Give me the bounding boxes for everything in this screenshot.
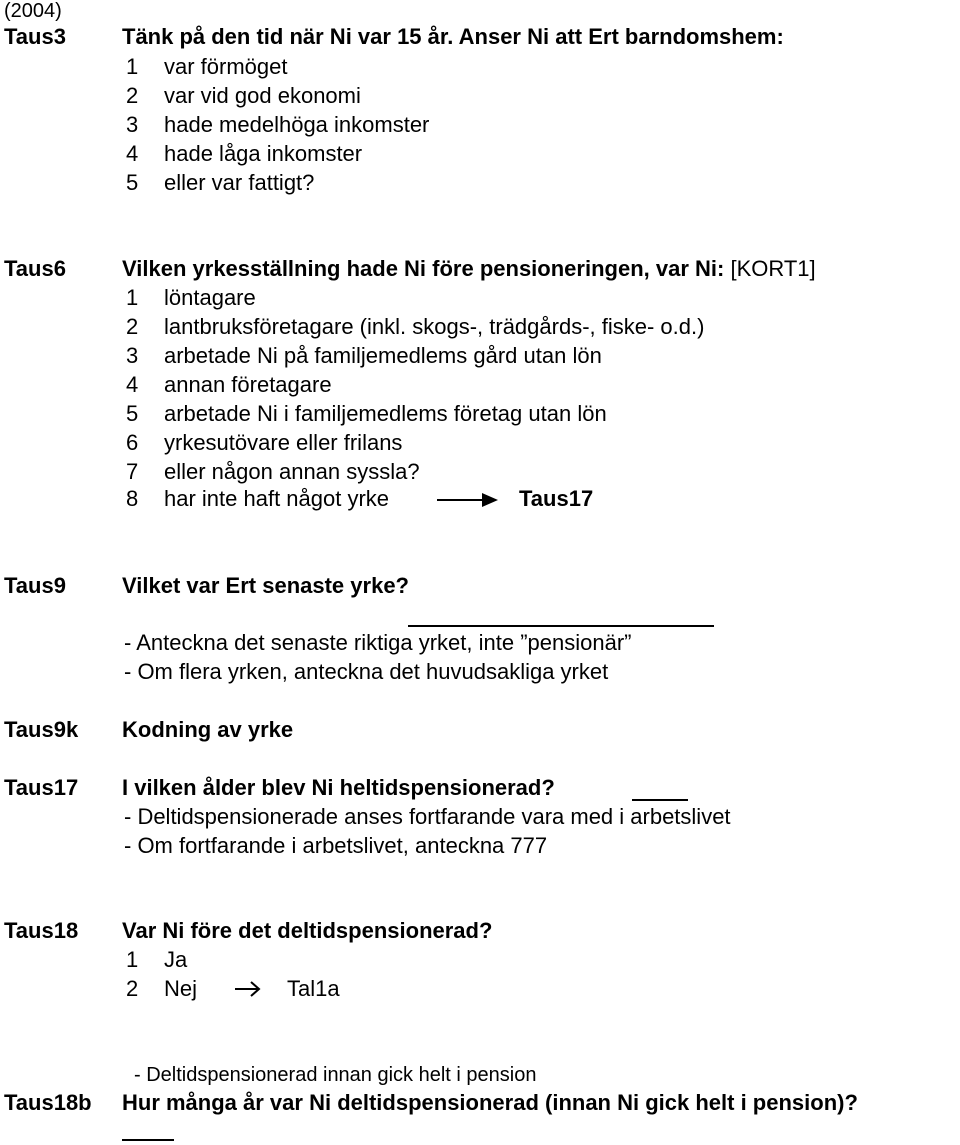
option-item: 1 var förmöget: [126, 54, 288, 79]
skip-target: Tal1a: [287, 976, 340, 1001]
option-item: 2 lantbruksföretagare (inkl. skogs-, trädgårds-, fiske- o.d.): [126, 314, 705, 339]
question-code-taus18b: Taus18b: [4, 1090, 92, 1115]
answer-blank: [632, 799, 688, 801]
answer-blank: [408, 625, 714, 627]
question-code-taus6: Taus6: [4, 256, 66, 281]
option-item: 2 var vid god ekonomi: [126, 83, 361, 108]
option-item: 3 hade medelhöga inkomster: [126, 112, 430, 137]
option-item: 4 annan företagare: [126, 372, 332, 397]
question-text-taus9: Vilket var Ert senaste yrke?: [122, 573, 409, 598]
instruction-note: - Deltidspensionerad innan gick helt i pension: [134, 1064, 537, 1086]
option-item: 6 yrkesutövare eller frilans: [126, 430, 403, 455]
instruction-note: - Deltidspensionerade anses fortfarande vara med i arbetslivet: [124, 804, 731, 829]
question-text-taus17: I vilken ålder blev Ni heltidspensionerad?: [122, 775, 555, 800]
option-item: 1 löntagare: [126, 285, 256, 310]
instruction-note: - Om flera yrken, anteckna det huvudsakliga yrket: [124, 659, 609, 684]
skip-target: Taus17: [519, 486, 594, 511]
question-code-taus18: Taus18: [4, 918, 79, 943]
question-text-taus18b: Hur många år var Ni deltidspensionerad (innan Ni gick helt i pension)?: [122, 1090, 858, 1115]
option-item: 3 arbetade Ni på familjemedlems gård utan lön: [126, 343, 602, 368]
option-item: 7 eller någon annan syssla?: [126, 459, 420, 484]
option-item: 5 arbetade Ni i familjemedlems företag utan lön: [126, 401, 607, 426]
option-item: 2 Nej: [126, 976, 198, 1001]
question-text-taus18: Var Ni före det deltidspensionerad?: [122, 918, 493, 943]
card-reference: [KORT1]: [730, 256, 816, 281]
question-code-taus9k: Taus9k: [4, 717, 79, 742]
option-item: 5 eller var fattigt?: [126, 170, 315, 195]
question-code-taus9: Taus9: [4, 573, 66, 598]
question-code-taus3: Taus3: [4, 24, 66, 49]
coding-label: Kodning av yrke: [122, 717, 294, 742]
year-label: (2004): [4, 0, 62, 22]
right-arrow-icon: [436, 490, 500, 508]
option-item: 4 hade låga inkomster: [126, 141, 363, 166]
right-arrow-icon: [234, 980, 262, 998]
question-code-taus17: Taus17: [4, 775, 79, 800]
option-item: 8 har inte haft något yrke: [126, 486, 390, 511]
question-text-taus6: Vilken yrkesställning hade Ni före pensioneringen, var Ni:: [122, 256, 725, 281]
instruction-note: - Om fortfarande i arbetslivet, anteckna 777: [124, 833, 548, 858]
answer-blank: [122, 1139, 174, 1141]
question-text-taus3: Tänk på den tid när Ni var 15 år. Anser Ni att Ert barndomshem:: [122, 24, 784, 49]
question-taus6: [122, 256, 816, 282]
option-item: 1 Ja: [126, 947, 188, 972]
instruction-note: - Anteckna det senaste riktiga yrket, inte ”pensionär”: [124, 630, 632, 655]
